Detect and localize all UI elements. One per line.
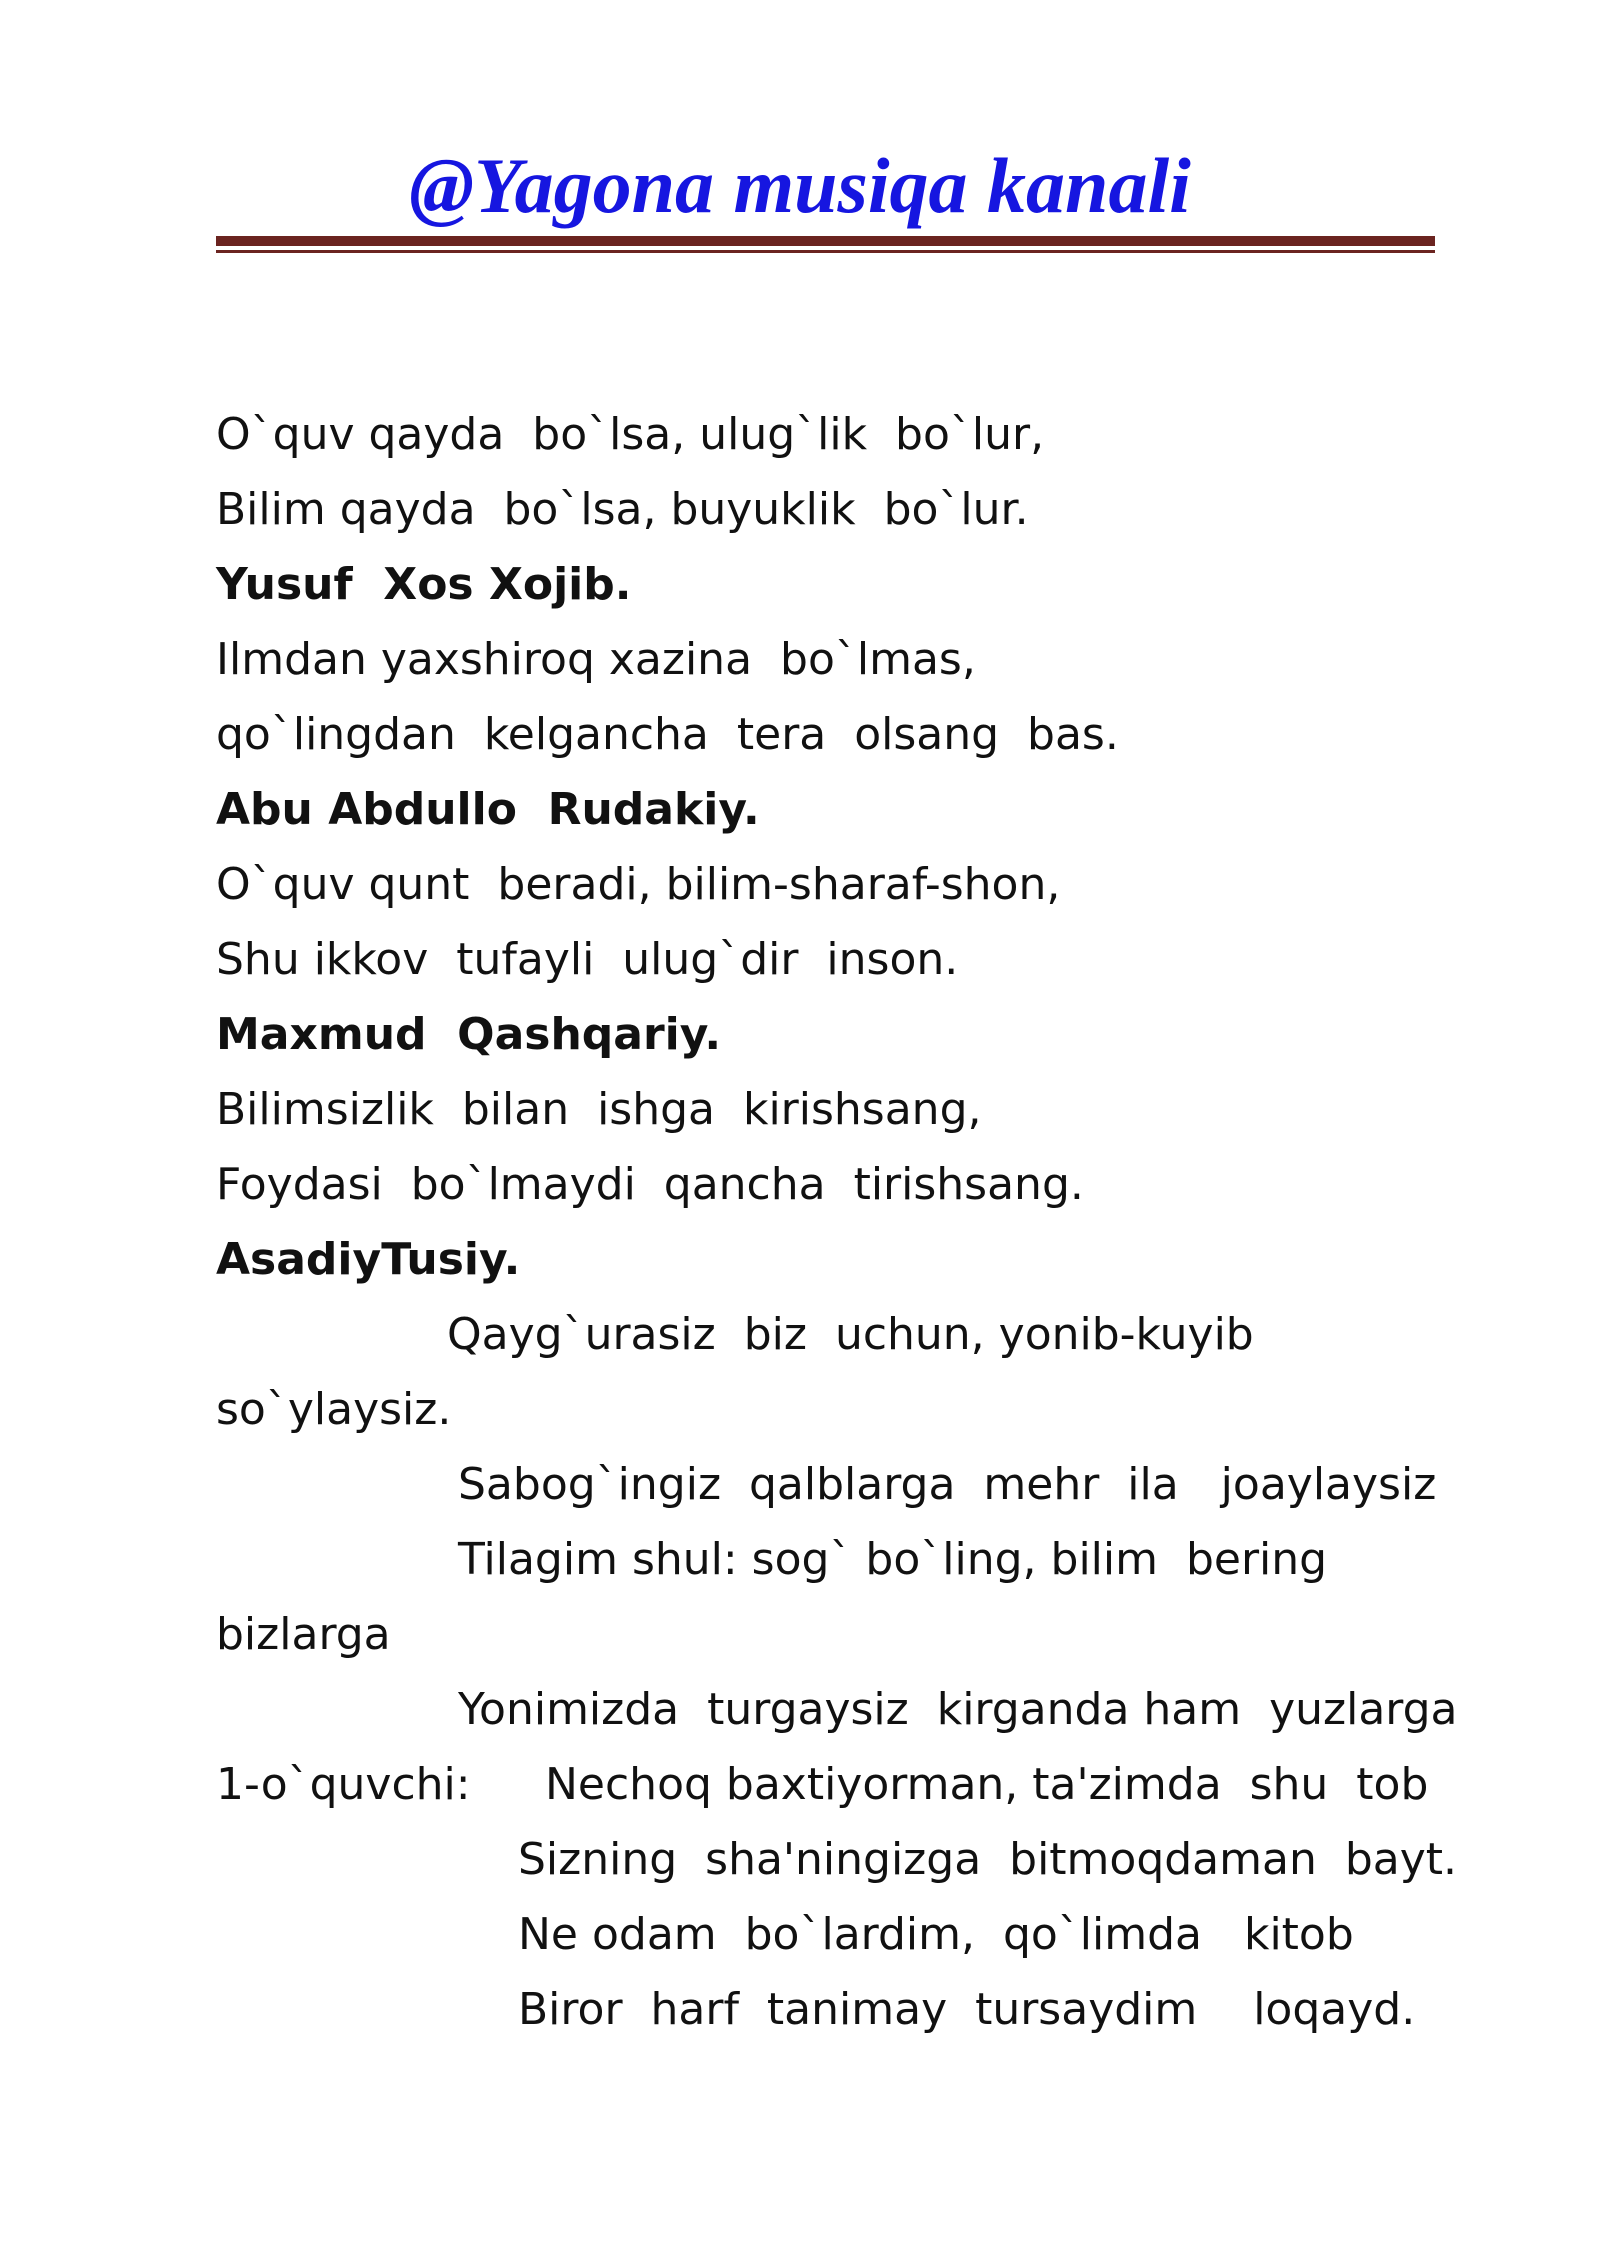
- poem-line: Yonimizda turgaysiz kirganda ham yuzlarga: [458, 1684, 1458, 1735]
- poem-line: Biror harf tanimay tursaydim loqayd.: [518, 1984, 1416, 2035]
- poem-line: bizlarga: [216, 1609, 391, 1660]
- author-attribution: AsadiyTusiy.: [216, 1234, 521, 1285]
- poem-line: Bilim qayda bo`lsa, buyuklik bo`lur.: [216, 484, 1029, 535]
- poem-line: Ne odam bo`lardim, qo`limda kitob: [518, 1909, 1354, 1960]
- poem-line: O`quv qayda bo`lsa, ulug`lik bo`lur,: [216, 409, 1045, 460]
- header-rule-thick: [216, 236, 1435, 246]
- poem-line: Shu ikkov tufayli ulug`dir inson.: [216, 934, 959, 985]
- author-attribution: Abu Abdullo Rudakiy.: [216, 784, 760, 835]
- author-attribution: Yusuf Xos Xojib.: [216, 559, 632, 610]
- poem-line: qo`lingdan kelgancha tera olsang bas.: [216, 709, 1119, 760]
- poem-line: Qayg`urasiz biz uchun, yonib-kuyib: [447, 1309, 1254, 1360]
- poem-line: Nechoq baxtiyorman, ta'zimda shu tob: [545, 1759, 1429, 1810]
- author-attribution: Maxmud Qashqariy.: [216, 1009, 722, 1060]
- poem-line: Sizning sha'ningizga bitmoqdaman bayt.: [518, 1834, 1457, 1885]
- page-title: @Yagona musiqa kanali: [409, 142, 1191, 229]
- header-rule-thin: [216, 250, 1435, 253]
- poem-line: so`ylaysiz.: [216, 1384, 452, 1435]
- poem-line: Tilagim shul: sog` bo`ling, bilim bering: [458, 1534, 1328, 1585]
- poem-line: Bilimsizlik bilan ishga kirishsang,: [216, 1084, 982, 1135]
- poem-line: Foydasi bo`lmaydi qancha tirishsang.: [216, 1159, 1084, 1210]
- poem-line: Ilmdan yaxshiroq xazina bo`lmas,: [216, 634, 976, 685]
- poem-line: Sabog`ingiz qalblarga mehr ila joaylaysiz: [458, 1459, 1437, 1510]
- speaker-label: 1-o`quvchi:: [216, 1759, 471, 1810]
- poem-line: O`quv qunt beradi, bilim-sharaf-shon,: [216, 859, 1061, 910]
